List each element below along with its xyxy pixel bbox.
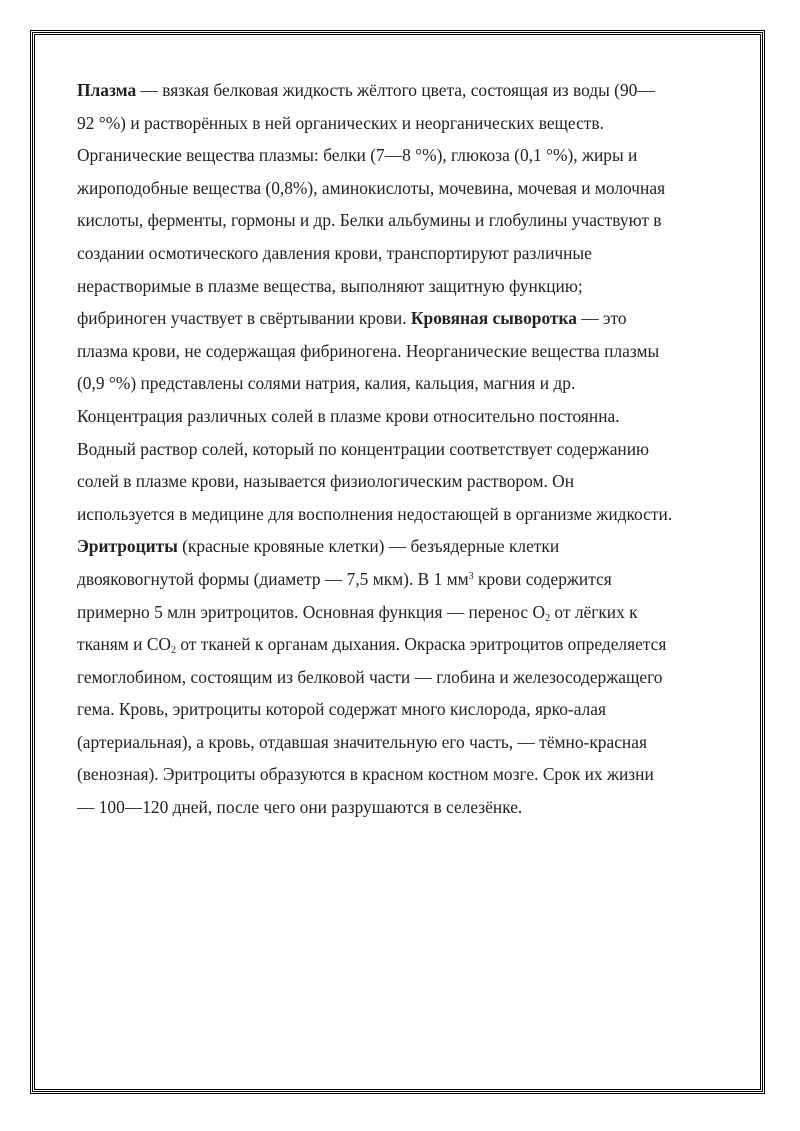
text-segment: от лёгких к — [550, 601, 638, 622]
term-erythrocytes: Эритроциты — [77, 536, 178, 557]
text-line: Концентрация различных солей в плазме крови относительно постоянна. — [77, 405, 620, 426]
text-segment: тканям и CO — [77, 634, 171, 655]
term-serum: Кровяная сыворотка — [410, 308, 577, 329]
text-line: (артериальная), а кровь, отдавшая значительную его часть, — тёмно-красная — [77, 731, 647, 752]
subscript: 2 — [170, 645, 176, 657]
text-line: гемоглобином, состоящим из белковой части — глобина и железосодержащего — [77, 666, 663, 687]
text-line — [77, 596, 727, 629]
text-line: 92 °%) и растворённых в ней органических и неорганических веществ. — [77, 112, 604, 133]
text-segment: фибриноген участвует в свёртывании крови. — [77, 308, 411, 329]
text-segment: — это — [576, 308, 627, 329]
text-line: солей в плазме крови, называется физиологическим раствором. Он — [77, 471, 575, 492]
text-line: нерастворимые в плазме вещества, выполняют защитную функцию; — [77, 275, 583, 296]
document-text — [77, 74, 727, 824]
text-line: (венозная). Эритроциты образуются в красном костном мозге. Срок их жизни — [77, 764, 654, 785]
text-line: используется в медицине для восполнения недостающей в организме жидкости. — [77, 503, 673, 524]
text-segment: (красные кровяные клетки) — безъядерные клетки — [177, 536, 560, 557]
text-line — [77, 563, 727, 596]
text-segment: — вязкая белковая жидкость жёлтого цвета, состоящая из воды (90— — [136, 80, 655, 100]
text-line — [77, 530, 727, 563]
text-segment: двояковогнутой формы (диаметр — 7,5 мкм). В 1 мм — [77, 568, 469, 589]
text-segment: примерно 5 млн эритроцитов. Основная функция — перенос O — [77, 601, 546, 622]
text-line — [77, 628, 727, 661]
subscript: 2 — [545, 612, 551, 624]
text-line: создании осмотического давления крови, транспортируют различные — [77, 242, 592, 263]
text-line — [77, 74, 727, 107]
text-line: гема. Кровь, эритроциты которой содержат много кислорода, ярко-алая — [77, 699, 606, 720]
text-line: плазма крови, не содержащая фибриногена. Неорганические вещества плазмы — [77, 340, 660, 361]
text-line: кислоты, ферменты, гормоны и др. Белки альбумины и глобулины участвуют в — [77, 210, 662, 231]
text-line — [77, 302, 727, 335]
text-line: Водный раствор солей, который по концентрации соответствует содержанию — [77, 438, 650, 459]
text-segment: крови содержится — [473, 568, 612, 589]
text-line: (0,9 °%) представлены солями натрия, калия, кальция, магния и др. — [77, 373, 576, 394]
text-line: — 100—120 дней, после чего они разрушаются в селезёнке. — [77, 797, 523, 818]
text-segment: от тканей к органам дыхания. Окраска эритроцитов определяется — [175, 634, 667, 655]
text-line: жироподобные вещества (0,8%), аминокислоты, мочевина, мочевая и молочная — [77, 177, 666, 198]
term-plasma: Плазма — [77, 80, 137, 100]
text-line: Органические вещества плазмы: белки (7—8 °%), глюкоза (0,1 °%), жиры и — [77, 145, 638, 166]
superscript: 3 — [468, 570, 474, 582]
